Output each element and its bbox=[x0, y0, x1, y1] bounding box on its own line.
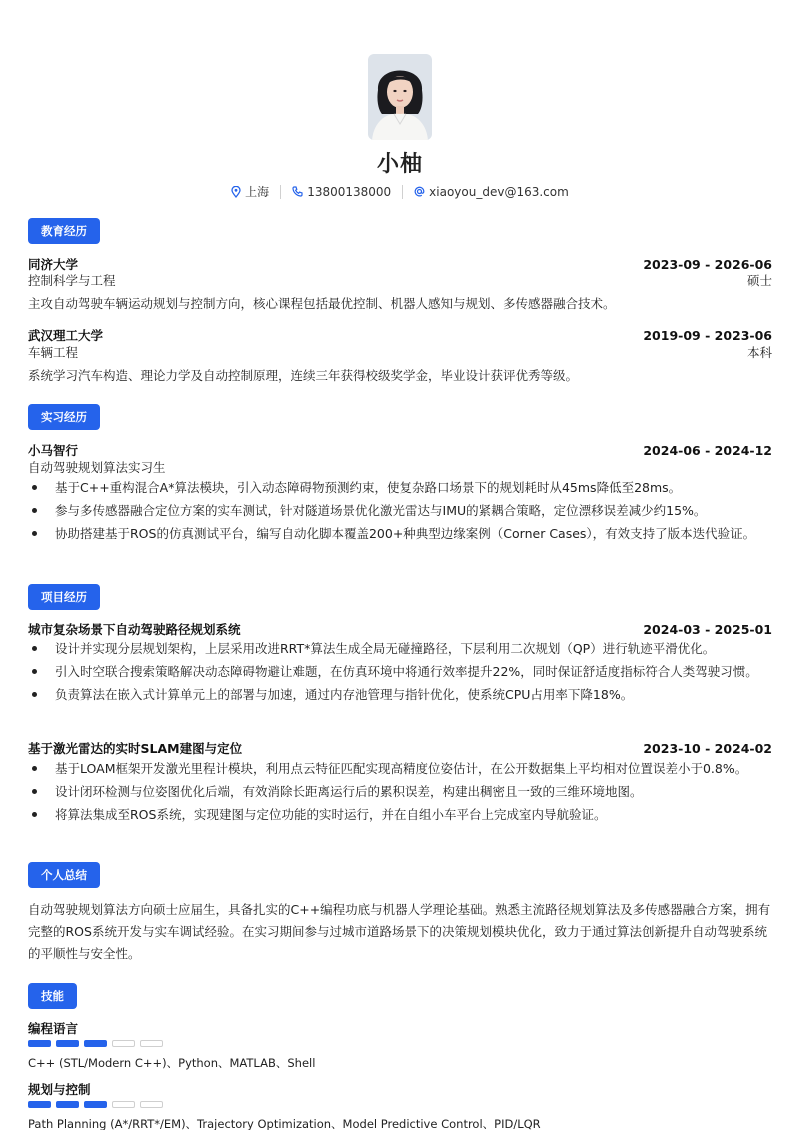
major: 控制科学与工程 bbox=[28, 273, 116, 288]
list-item: 引入时空联合搜索策略解决动态障碍物避让难题，在仿真环境中将通行效率提升22%，同时保证舒适度指标符合人类驾驶习惯。 bbox=[28, 663, 772, 680]
location-text: 上海 bbox=[245, 185, 270, 199]
section-badge-experience: 实习经历 bbox=[28, 404, 100, 430]
list-item: 将算法集成至ROS系统，实现建图与定位功能的实时运行，并在自组小车平台上完成室内导航验证。 bbox=[28, 806, 772, 823]
resume-header bbox=[0, 0, 800, 205]
project-name: 基于激光雷达的实时SLAM建图与定位 bbox=[28, 741, 243, 756]
project-entry-header bbox=[28, 620, 772, 638]
experience-entry-header bbox=[28, 441, 772, 459]
project-bullets bbox=[28, 640, 772, 709]
major: 车辆工程 bbox=[28, 345, 79, 360]
school-name: 武汉理工大学 bbox=[28, 328, 104, 343]
list-item: 设计闭环检测与位姿图优化后端，有效消除长距离运行后的累积误差，构建出稠密且一致的三维环境地图。 bbox=[28, 783, 772, 800]
contact-email bbox=[414, 185, 569, 199]
divider bbox=[402, 185, 403, 199]
list-item: 协助搭建基于ROS的仿真测试平台，编写自动化脚本覆盖200+种典型边缘案例（Corner Cases），有效支持了版本迭代验证。 bbox=[28, 525, 772, 542]
skill-level-segment bbox=[84, 1101, 107, 1108]
divider bbox=[280, 185, 281, 199]
candidate-name: 小柚 bbox=[376, 152, 423, 177]
project-name: 城市复杂场景下自动驾驶路径规划系统 bbox=[28, 622, 241, 637]
education-entry-header bbox=[28, 326, 772, 344]
list-item: 基于C++重构混合A*算法模块，引入动态障碍物预测约束，使复杂路口场景下的规划耗时从45ms降低至28ms。 bbox=[28, 479, 772, 496]
education-entry-sub bbox=[28, 271, 772, 289]
experience-role-row bbox=[28, 458, 772, 476]
contact-location bbox=[231, 183, 269, 200]
project-bullets bbox=[28, 760, 772, 829]
skill-level-segment bbox=[28, 1101, 51, 1108]
school-name: 同济大学 bbox=[28, 257, 79, 272]
list-item: 参与多传感器融合定位方案的实车测试，针对隧道场景优化激光雷达与IMU的紧耦合策略，定位漂移误差减少约15%。 bbox=[28, 502, 772, 519]
contact-phone bbox=[292, 185, 391, 199]
project-dates: 2023-10 - 2024-02 bbox=[643, 741, 772, 756]
section-badge-summary: 个人总结 bbox=[28, 862, 100, 888]
degree: 本科 bbox=[746, 345, 772, 360]
list-item: 基于LOAM框架开发激光里程计模块，利用点云特征匹配实现高精度位姿估计，在公开数据集上平均相对位置误差小于0.8%。 bbox=[28, 760, 772, 777]
education-description: 系统学习汽车构造、理论力学及自动控制原理，连续三年获得校级奖学金，毕业设计获评优秀等级。 bbox=[28, 368, 579, 383]
company-name: 小马智行 bbox=[28, 443, 79, 458]
skill-level-segment bbox=[112, 1101, 135, 1108]
section-badge-education: 教育经历 bbox=[28, 218, 100, 244]
email-text: xiaoyou_dev@163.com bbox=[429, 184, 569, 199]
skill-category: 规划与控制 bbox=[28, 1082, 91, 1097]
skill-detail: C++ (STL/Modern C++)、Python、MATLAB、Shell bbox=[28, 1056, 316, 1070]
list-item: 负责算法在嵌入式计算单元上的部署与加速，通过内存池管理与指针优化，使系统CPU占用率下降18%。 bbox=[28, 686, 772, 703]
experience-dates: 2024-06 - 2024-12 bbox=[643, 443, 772, 458]
skill-level-segment bbox=[112, 1040, 135, 1047]
skill-level-segment bbox=[140, 1101, 163, 1108]
phone-icon bbox=[292, 186, 303, 197]
skill-category: 编程语言 bbox=[28, 1021, 79, 1036]
job-role: 自动驾驶规划算法实习生 bbox=[28, 460, 166, 475]
skill-level-bar bbox=[28, 1040, 163, 1047]
education-entry-sub bbox=[28, 343, 772, 361]
phone-text: 13800138000 bbox=[307, 184, 392, 199]
education-dates: 2019-09 - 2023-06 bbox=[643, 328, 772, 343]
avatar bbox=[368, 54, 432, 140]
skill-level-segment bbox=[84, 1040, 107, 1047]
degree: 硕士 bbox=[746, 273, 772, 288]
experience-bullets bbox=[28, 479, 772, 548]
education-description: 主攻自动驾驶车辆运动规划与控制方向，核心课程包括最优控制、机器人感知与规划、多传感器融合技术。 bbox=[28, 296, 616, 311]
section-badge-skills: 技能 bbox=[28, 983, 77, 1009]
skill-level-segment bbox=[56, 1040, 79, 1047]
education-dates: 2023-09 - 2026-06 bbox=[643, 257, 772, 272]
skill-level-segment bbox=[28, 1040, 51, 1047]
skill-level-segment bbox=[140, 1040, 163, 1047]
at-icon bbox=[414, 186, 425, 197]
location-pin-icon bbox=[231, 186, 241, 198]
skill-detail: Path Planning (A*/RRT*/EM)、Trajectory Optimization、Model Predictive Control、PID/LQR bbox=[28, 1117, 541, 1130]
section-badge-projects: 项目经历 bbox=[28, 584, 100, 610]
project-dates: 2024-03 - 2025-01 bbox=[643, 622, 772, 637]
project-entry-header bbox=[28, 739, 772, 757]
summary-text: 自动驾驶规划算法方向硕士应届生，具备扎实的C++编程功底与机器人学理论基础。熟悉主流路径规划算法及多传感器融合方案，拥有完整的ROS系统开发与实车调试经验。在实习期间参与过城市道路场景下的决策规划模块优化，致力于通过算法创新提升自动驾驶系统的平顺性与安全性。 bbox=[28, 902, 771, 961]
skill-level-bar bbox=[28, 1101, 163, 1108]
skill-level-segment bbox=[56, 1101, 79, 1108]
list-item: 设计并实现分层规划架构，上层采用改进RRT*算法生成全局无碰撞路径，下层利用二次规划（QP）进行轨迹平滑优化。 bbox=[28, 640, 772, 657]
contact-bar bbox=[0, 183, 800, 200]
